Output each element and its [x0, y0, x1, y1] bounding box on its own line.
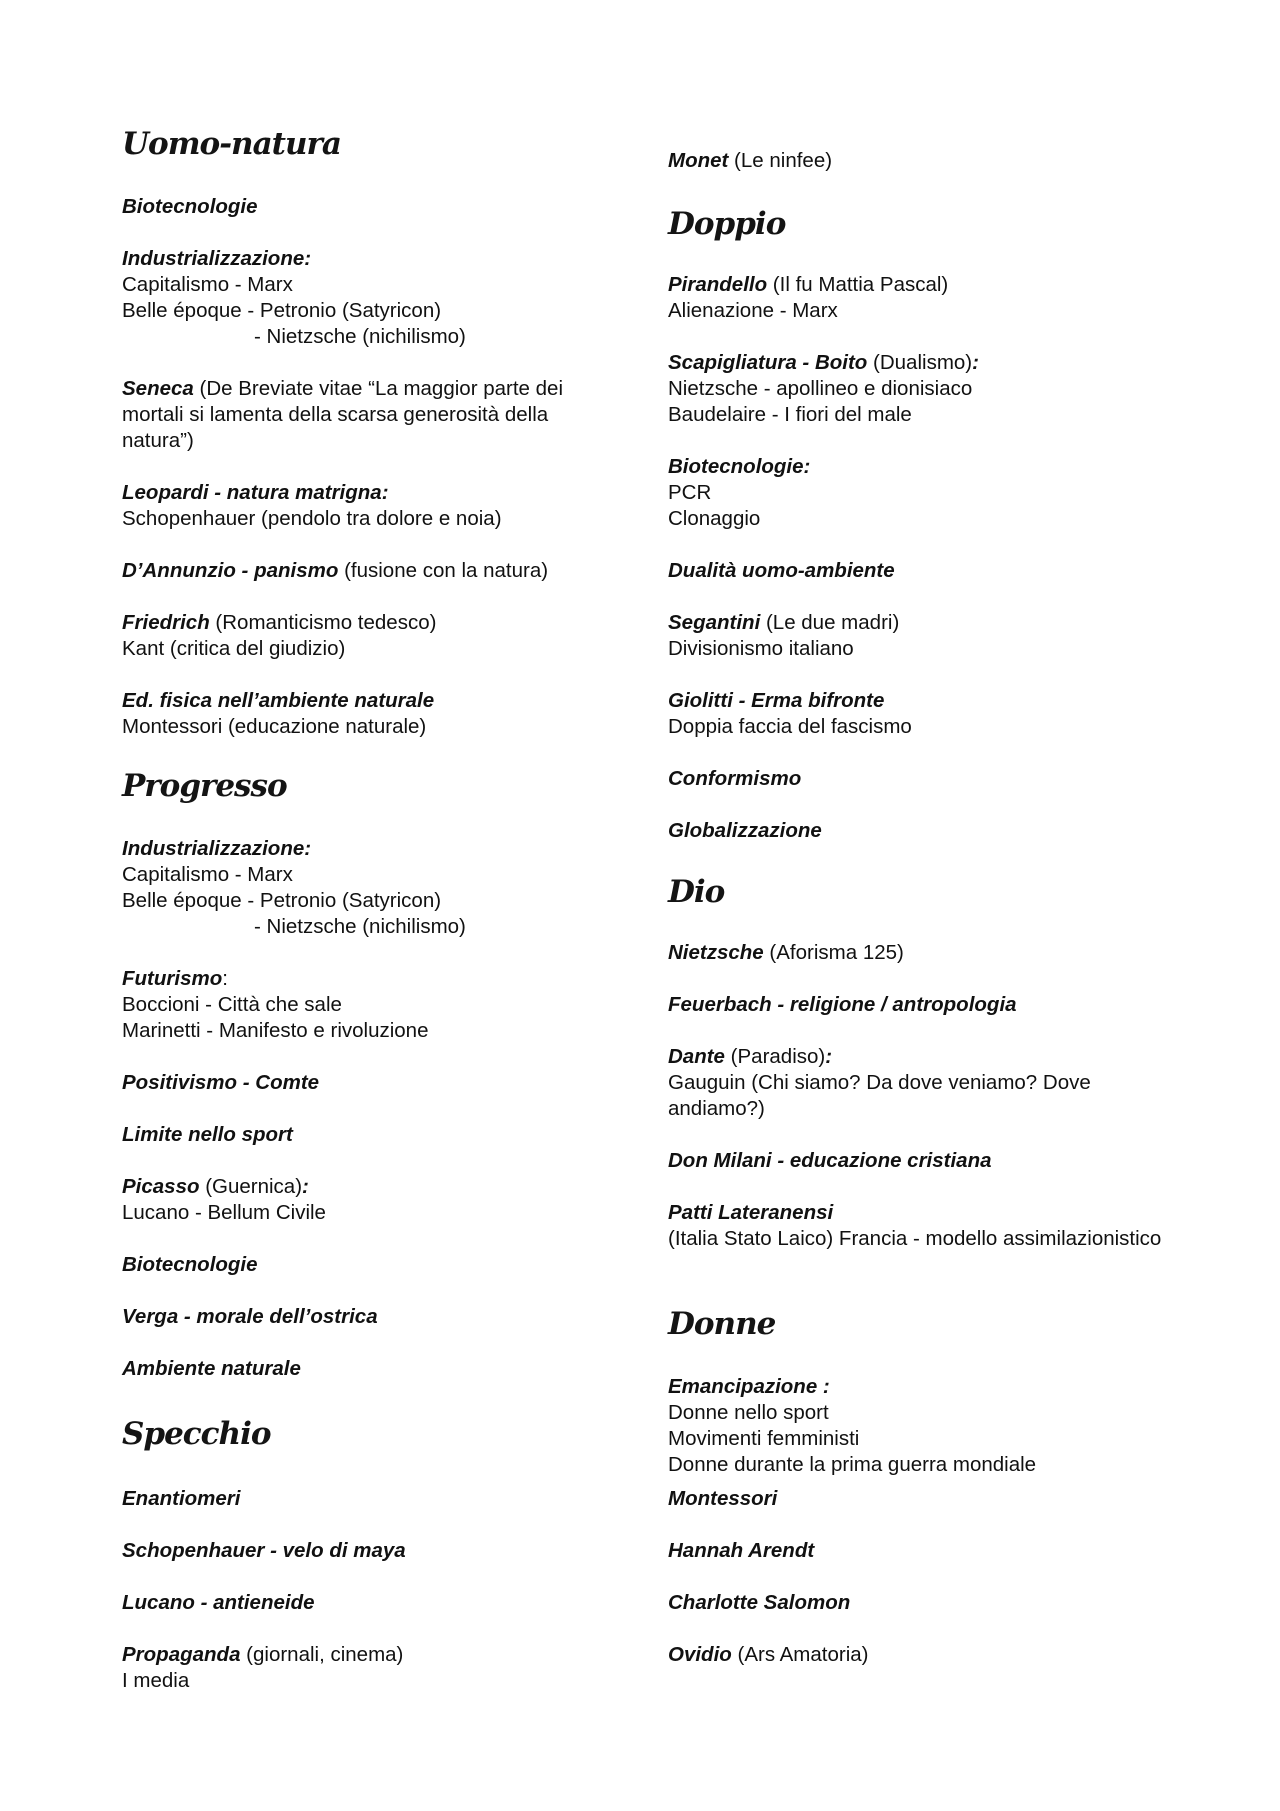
- item-line: Montessori (educazione naturale): [122, 715, 427, 738]
- item-text: [122, 376, 622, 454]
- item-line: Schopenhauer (pendolo tra dolore e noia): [122, 507, 502, 530]
- item-text: [122, 966, 622, 992]
- item-title: Schopenhauer - velo di maya: [122, 1539, 406, 1562]
- item-line: Movimenti femministi: [668, 1427, 860, 1450]
- item-line: Alienazione - Marx: [668, 299, 838, 322]
- item-title: Nietzsche: [668, 941, 764, 964]
- item-ambiente: [122, 1356, 622, 1382]
- item-title: Picasso: [122, 1175, 200, 1198]
- item-verga: [122, 1304, 622, 1330]
- item-title: Positivismo - Comte: [122, 1071, 320, 1094]
- item-industrializzazione: [122, 246, 622, 350]
- item-title: Emancipazione :: [668, 1375, 830, 1398]
- item-line: Donne durante la prima guerra mondiale: [668, 1453, 1037, 1476]
- item-line: Belle époque - Petronio (Satyricon): [122, 299, 442, 322]
- item-detail: :: [222, 967, 228, 990]
- item-line: Marinetti - Manifesto e rivoluzione: [122, 1019, 429, 1042]
- item-title: Pirandello: [668, 273, 768, 296]
- item-title: Ovidio: [668, 1643, 732, 1666]
- item-text: [122, 1642, 622, 1668]
- item-line: I media: [122, 1669, 190, 1692]
- item-line: Kant (critica del giudizio): [122, 637, 346, 660]
- item-title: Industrializzazione:: [122, 247, 312, 270]
- item-line: - Nietzsche (nichilismo): [254, 325, 466, 348]
- item-colon: :: [825, 1045, 833, 1068]
- item-line: Baudelaire - I fiori del male: [668, 403, 912, 426]
- item-detail: (Guernica): [199, 1175, 303, 1198]
- item-text: [668, 940, 1168, 966]
- item-title: Seneca: [122, 377, 194, 400]
- item-montessori: [668, 1486, 1168, 1512]
- item-ovidio: [668, 1642, 1168, 1668]
- item-giolitti: [668, 688, 1168, 740]
- item-colon: :: [302, 1175, 309, 1198]
- item-title: Segantini: [668, 611, 761, 634]
- item-positivismo: [122, 1070, 622, 1096]
- item-hannah-arendt: [668, 1538, 1168, 1564]
- item-title: Limite nello sport: [122, 1123, 293, 1146]
- item-edfisica: [122, 688, 622, 740]
- item-title: Ambiente naturale: [122, 1357, 301, 1380]
- item-title: Patti Lateranensi: [668, 1201, 834, 1224]
- item-title: Charlotte Salomon: [668, 1591, 851, 1614]
- item-text: [668, 350, 1168, 376]
- item-detail: (Aforisma 125): [763, 941, 904, 964]
- item-line: (Italia Stato Laico) Francia - modello assimilazionistico: [668, 1227, 1162, 1250]
- item-title: Dante: [668, 1045, 725, 1068]
- item-limite: [122, 1122, 622, 1148]
- item-detail: (Le due madri): [760, 611, 900, 634]
- item-enantiomeri: [122, 1486, 622, 1512]
- item-feuerbach: [668, 992, 1168, 1018]
- item-detail: (Dualismo): [867, 351, 973, 374]
- item-monet: [668, 148, 1168, 174]
- item-detail: (Il fu Mattia Pascal): [767, 273, 949, 296]
- item-lucano: [122, 1590, 622, 1616]
- item-title: Feuerbach - religione / antropologia: [668, 993, 1017, 1016]
- item-line: Capitalismo - Marx: [122, 273, 293, 296]
- item-title: Biotecnologie:: [668, 455, 811, 478]
- item-title: Enantiomeri: [122, 1487, 241, 1510]
- item-text: [668, 610, 1168, 636]
- item-line: Nietzsche - apollineo e dionisiaco: [668, 377, 973, 400]
- item-title: Biotecnologie: [122, 1253, 258, 1276]
- item-title: Scapigliatura - Boito: [668, 351, 868, 374]
- item-biotecnologie-2: [122, 1252, 622, 1278]
- item-globalizzazione: [668, 818, 1168, 844]
- item-dannunzio: [122, 558, 622, 584]
- section-heading-uomo-natura: Uomo-natura: [122, 126, 341, 162]
- item-line: Gauguin (Chi siamo? Da dove veniamo? Dove andiamo?): [668, 1071, 1091, 1120]
- item-leopardi: [122, 480, 622, 532]
- item-nietzsche: [668, 940, 1168, 966]
- item-title: Dualità uomo-ambiente: [668, 559, 895, 582]
- item-emancipazione: [668, 1374, 1168, 1478]
- item-detail: (giornali, cinema): [240, 1643, 404, 1666]
- item-friedrich: [122, 610, 622, 662]
- item-detail: (Le ninfee): [728, 149, 833, 172]
- item-line: Donne nello sport: [668, 1401, 829, 1424]
- item-detail: (fusione con la natura): [338, 559, 549, 582]
- item-dualita: [668, 558, 1168, 584]
- item-segantini: [668, 610, 1168, 662]
- item-title: Lucano - antieneide: [122, 1591, 315, 1614]
- item-schopenhauer: [122, 1538, 622, 1564]
- item-title: Propaganda: [122, 1643, 241, 1666]
- item-title: Hannah Arendt: [668, 1539, 815, 1562]
- item-line: Belle époque - Petronio (Satyricon): [122, 889, 442, 912]
- section-heading-dio: Dio: [668, 874, 725, 910]
- item-text: [122, 558, 622, 584]
- item-title: Biotecnologie: [122, 195, 258, 218]
- item-text: [668, 272, 1168, 298]
- item-text: [668, 148, 1168, 174]
- item-line: Doppia faccia del fascismo: [668, 715, 912, 738]
- item-title: D’Annunzio - panismo: [122, 559, 339, 582]
- item-line: PCR: [668, 481, 712, 504]
- item-title: Don Milani - educazione cristiana: [668, 1149, 992, 1172]
- item-biotecnologie: [122, 194, 622, 220]
- item-line: Clonaggio: [668, 507, 761, 530]
- item-title: Conformismo: [668, 767, 802, 790]
- section-heading-progresso: Progresso: [122, 768, 287, 804]
- item-text: [122, 610, 622, 636]
- item-picasso: [122, 1174, 622, 1226]
- item-biotecnologie-3: [668, 454, 1168, 532]
- item-pirandello: [668, 272, 1168, 324]
- item-title: Friedrich: [122, 611, 210, 634]
- item-detail: (Romanticismo tedesco): [209, 611, 437, 634]
- section-heading-doppio: Doppio: [668, 206, 786, 242]
- item-line: - Nietzsche (nichilismo): [254, 915, 466, 938]
- item-title: Montessori: [668, 1487, 778, 1510]
- item-don-milani: [668, 1148, 1168, 1174]
- item-title: Giolitti - Erma bifronte: [668, 689, 885, 712]
- item-line: Divisionismo italiano: [668, 637, 854, 660]
- item-title: Futurismo: [122, 967, 223, 990]
- item-futurismo: [122, 966, 622, 1044]
- item-dante: [668, 1044, 1168, 1122]
- item-seneca: [122, 376, 622, 454]
- item-title: Monet: [668, 149, 729, 172]
- item-detail: (Paradiso): [724, 1045, 826, 1068]
- item-text: [668, 1044, 1168, 1070]
- item-line: Boccioni - Città che sale: [122, 993, 342, 1016]
- item-title: Globalizzazione: [668, 819, 822, 842]
- item-line: Lucano - Bellum Civile: [122, 1201, 326, 1224]
- item-colon: :: [972, 351, 979, 374]
- item-patti-lateranensi: [668, 1200, 1168, 1252]
- item-detail: (De Breviate vitae “La maggior parte dei mortali si lamenta della scarsa generosità della natura”): [122, 377, 563, 452]
- section-heading-specchio: Specchio: [122, 1416, 271, 1452]
- item-industrializzazione-2: [122, 836, 622, 940]
- item-detail: (Ars Amatoria): [731, 1643, 869, 1666]
- item-text: [668, 1642, 1168, 1668]
- section-heading-donne: Donne: [668, 1306, 776, 1342]
- item-title: Leopardi - natura matrigna:: [122, 481, 389, 504]
- item-conformismo: [668, 766, 1168, 792]
- item-scapigliatura: [668, 350, 1168, 428]
- item-title: Ed. fisica nell’ambiente naturale: [122, 689, 435, 712]
- item-title: Verga - morale dell’ostrica: [122, 1305, 378, 1328]
- item-title: Industrializzazione:: [122, 837, 312, 860]
- item-line: Capitalismo - Marx: [122, 863, 293, 886]
- item-charlotte-salomon: [668, 1590, 1168, 1616]
- item-propaganda: [122, 1642, 622, 1694]
- item-text: [122, 1174, 622, 1200]
